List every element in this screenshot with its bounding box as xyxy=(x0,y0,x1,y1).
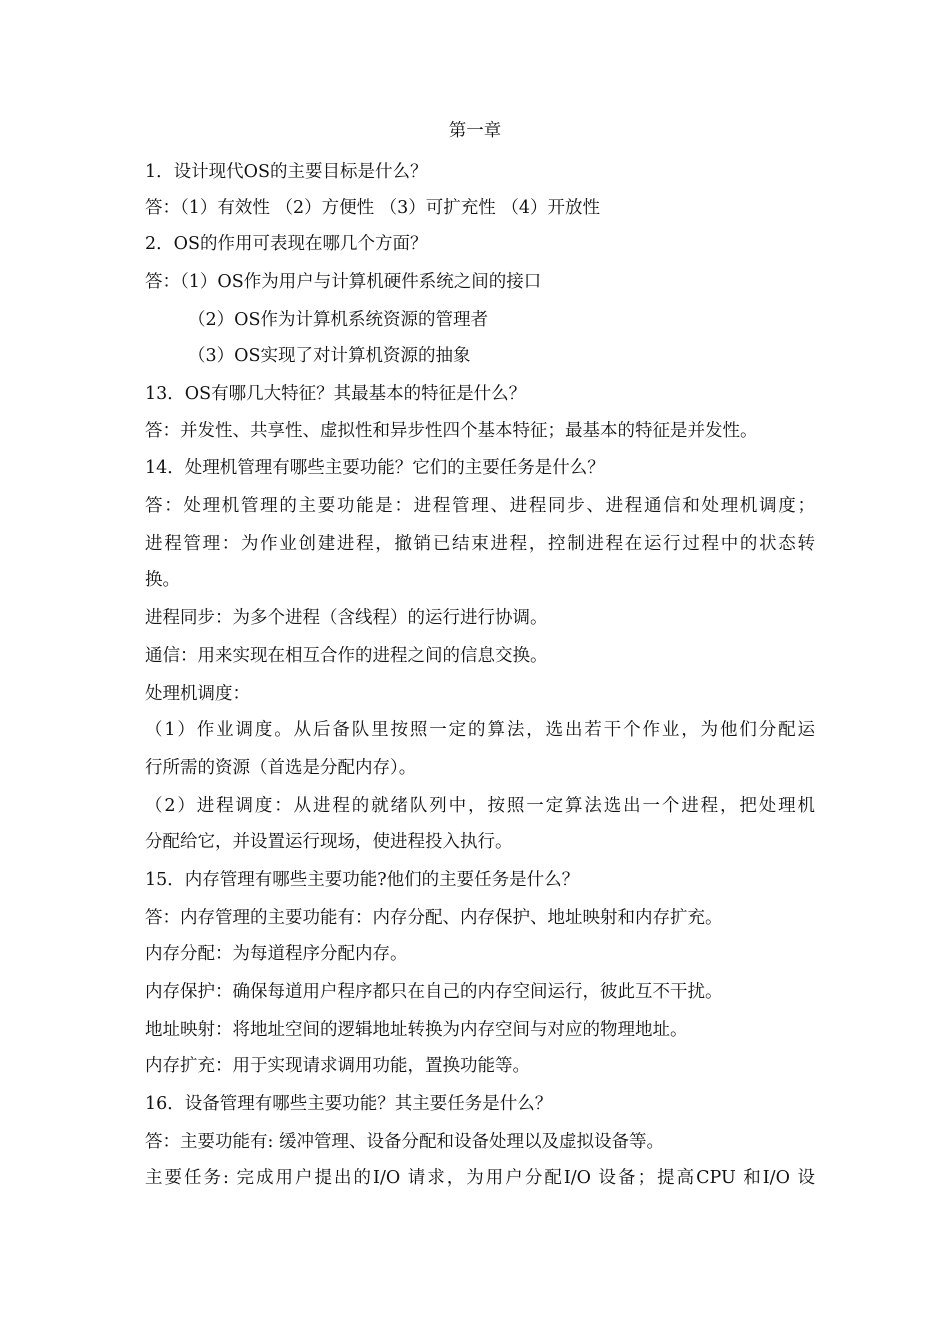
answer-1: 答：（1）有效性 （2）方便性 （3）可扩充性 （4）开放性 xyxy=(145,198,600,218)
answer-2-item-2: （2）OS作为计算机系统资源的管理者 xyxy=(188,310,488,330)
answer-14-summary: 答：处理机管理的主要功能是：进程管理、进程同步、进程通信和处理机调度； xyxy=(145,496,815,516)
question-1: 1．设计现代OS的主要目标是什么？ xyxy=(145,162,428,182)
answer-14-communication: 通信：用来实现在相互合作的进程之间的信息交换。 xyxy=(145,646,548,666)
answer-15-summary: 答：内存管理的主要功能有：内存分配、内存保护、地址映射和内存扩充。 xyxy=(145,908,723,928)
question-15: 15．内存管理有哪些主要功能?他们的主要任务是什么？ xyxy=(145,870,580,890)
answer-2-item-1: 答：（1）OS作为用户与计算机硬件系统之间的接口 xyxy=(145,272,542,292)
answer-16-functions: 答：主要功能有: 缓冲管理、设备分配和设备处理以及虚拟设备等。 xyxy=(145,1132,664,1152)
answer-14-process-management: 进程管理：为作业创建进程，撤销已结束进程，控制进程在运行过程中的状态转 xyxy=(145,534,815,554)
answer-15-allocation: 内存分配：为每道程序分配内存。 xyxy=(145,944,408,964)
answer-14-process-management-cont: 换。 xyxy=(145,570,180,590)
answer-14-process-sync: 进程同步：为多个进程（含线程）的运行进行协调。 xyxy=(145,608,548,628)
question-13: 13．OS有哪几大特征？其最基本的特征是什么？ xyxy=(145,384,527,404)
chapter-title: 第一章 xyxy=(448,121,502,141)
answer-14-job-scheduling: （1）作业调度。从后备队里按照一定的算法，选出若干个作业，为他们分配运 xyxy=(145,720,815,740)
answer-14-job-scheduling-cont: 行所需的资源（首选是分配内存）。 xyxy=(145,758,417,778)
answer-13: 答：并发性、共享性、虚拟性和异步性四个基本特征；最基本的特征是并发性。 xyxy=(145,421,758,441)
question-14: 14．处理机管理有哪些主要功能？它们的主要任务是什么？ xyxy=(145,458,605,478)
answer-14-process-scheduling-cont: 分配给它，并设置运行现场，使进程投入执行。 xyxy=(145,832,513,852)
answer-15-expansion: 内存扩充：用于实现请求调用功能，置换功能等。 xyxy=(145,1056,530,1076)
question-16: 16．设备管理有哪些主要功能？其主要任务是什么？ xyxy=(145,1094,553,1114)
question-2: 2．OS的作用可表现在哪几个方面？ xyxy=(145,234,428,254)
answer-2-item-3: （3）OS实现了对计算机资源的抽象 xyxy=(188,346,471,366)
answer-15-mapping: 地址映射：将地址空间的逻辑地址转换为内存空间与对应的物理地址。 xyxy=(145,1020,688,1040)
answer-15-protection: 内存保护：确保每道用户程序都只在自己的内存空间运行，彼此互不干扰。 xyxy=(145,982,723,1002)
answer-14-scheduling-heading: 处理机调度： xyxy=(145,684,250,704)
answer-16-tasks: 主要任务: 完成用户提出的I/O 请求，为用户分配I/O 设备；提高CPU 和I/O 设 xyxy=(145,1168,815,1188)
answer-14-process-scheduling: （2）进程调度：从进程的就绪队列中，按照一定算法选出一个进程，把处理机 xyxy=(145,796,815,816)
